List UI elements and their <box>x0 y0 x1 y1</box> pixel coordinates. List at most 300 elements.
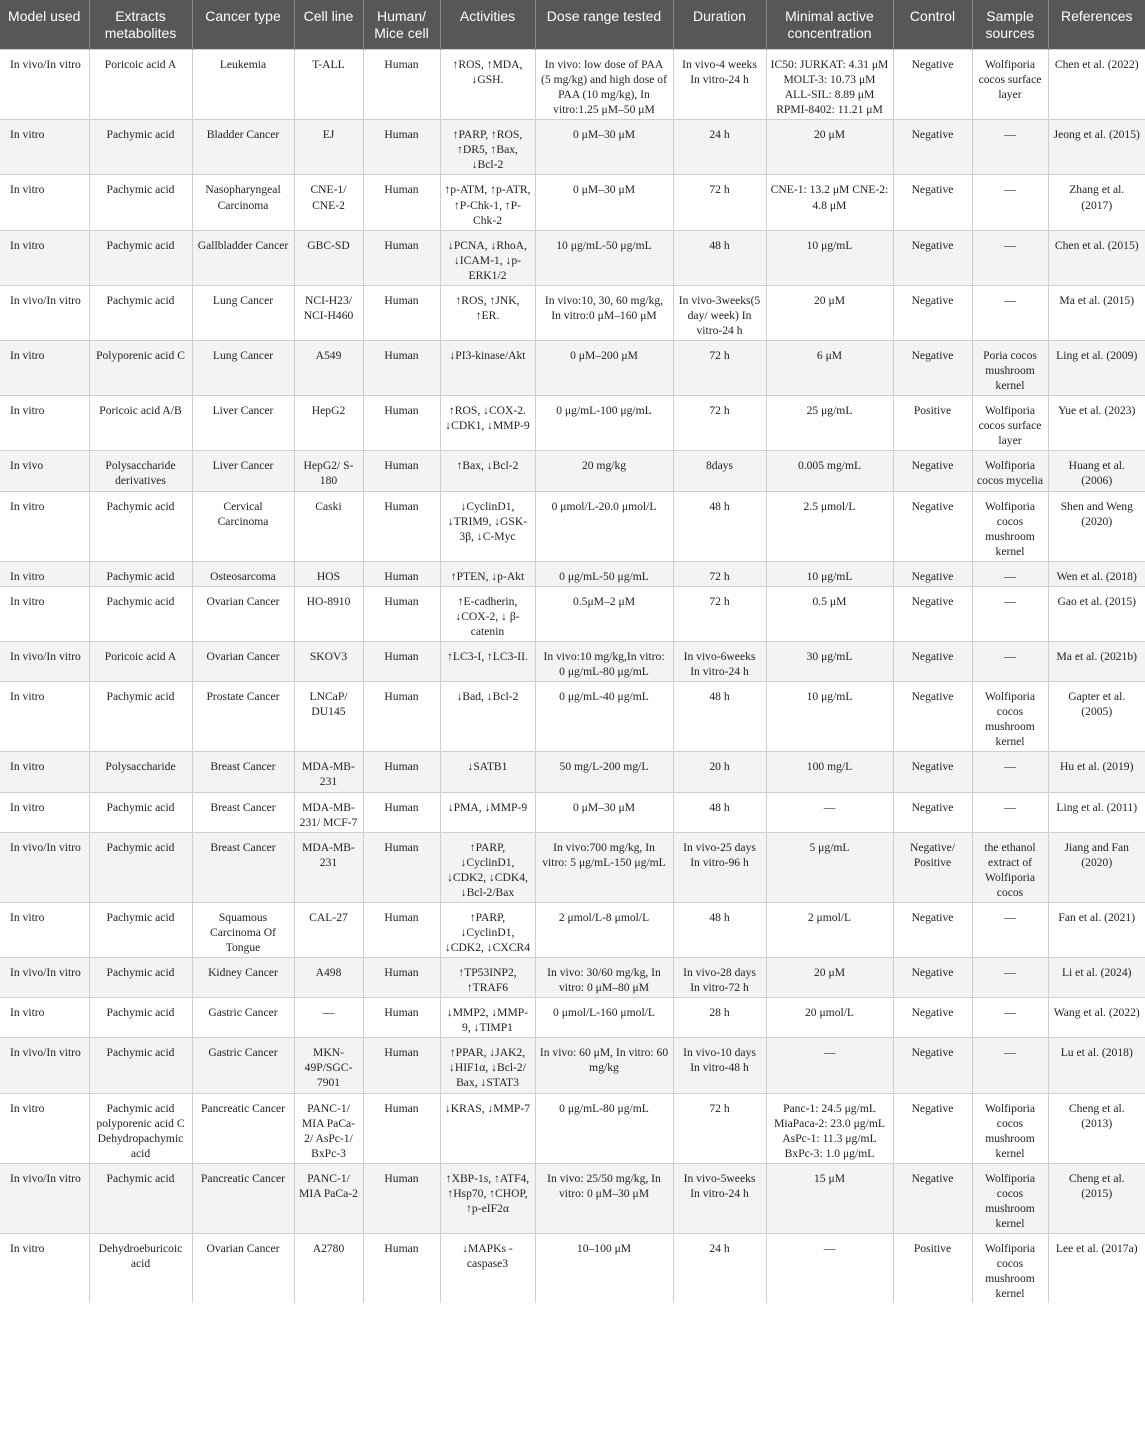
cell-species: Human <box>363 561 440 586</box>
cell-control: Negative <box>893 341 972 396</box>
table-row <box>0 792 1145 832</box>
cell-cancer-type: Breast Cancer <box>192 792 294 832</box>
cell-sample-source: Wolfiporia cocos mycelia <box>972 451 1048 491</box>
cell-cancer-type: Breast Cancer <box>192 752 294 792</box>
cell-control: Negative <box>893 285 972 340</box>
table-row <box>0 682 1145 752</box>
cell-model: In vitro <box>0 1093 89 1163</box>
cell-sample-source: — <box>972 1038 1048 1093</box>
cell-extract: Pachymic acid <box>89 561 192 586</box>
cell-extract: Pachymic acid <box>89 1038 192 1093</box>
cell-duration: In vivo-28 days In vitro-72 h <box>673 958 766 998</box>
cell-cell-line: Caski <box>294 491 363 561</box>
header-references: References <box>1048 0 1145 50</box>
cell-minimal-concentration: 30 μg/mL <box>766 642 893 682</box>
cell-activities: ↑XBP-1s, ↑ATF4, ↑Hsp70, ↑CHOP, ↑p-eIF2α <box>440 1163 535 1233</box>
cell-cell-line: — <box>294 998 363 1038</box>
cell-dose: 10–100 μM <box>535 1234 673 1304</box>
table-header <box>0 0 1145 50</box>
cell-sample-source: — <box>972 642 1048 682</box>
cell-duration: 48 h <box>673 902 766 957</box>
table-row <box>0 902 1145 957</box>
cell-control: Negative <box>893 586 972 641</box>
cell-extract: Pachymic acid polyporenic acid C Dehydropachymic acid <box>89 1093 192 1163</box>
cell-minimal-concentration: CNE-1: 13.2 μM CNE-2: 4.8 μM <box>766 175 893 230</box>
cell-control: Negative <box>893 1093 972 1163</box>
header-extracts: Extracts metabolites <box>89 0 192 50</box>
cell-reference: Lu et al. (2018) <box>1048 1038 1145 1093</box>
cell-dose: 0 μg/mL-100 μg/mL <box>535 396 673 451</box>
cell-activities: ↑ROS, ↓COX-2. ↓CDK1, ↓MMP-9 <box>440 396 535 451</box>
cell-duration: 72 h <box>673 175 766 230</box>
cell-cell-line: CNE-1/ CNE-2 <box>294 175 363 230</box>
cell-activities: ↑Bax, ↓Bcl-2 <box>440 451 535 491</box>
cell-duration: 48 h <box>673 230 766 285</box>
table-row <box>0 642 1145 682</box>
cell-extract: Polysaccharide <box>89 752 192 792</box>
cell-dose: 0.5μM–2 μM <box>535 586 673 641</box>
cell-cell-line: A498 <box>294 958 363 998</box>
cell-dose: 20 mg/kg <box>535 451 673 491</box>
cell-sample-source: — <box>972 586 1048 641</box>
cell-dose: 0 μg/mL-50 μg/mL <box>535 561 673 586</box>
cell-species: Human <box>363 285 440 340</box>
cell-model: In vitro <box>0 998 89 1038</box>
cell-extract: Polyporenic acid C <box>89 341 192 396</box>
cell-cell-line: MDA-MB-231/ MCF-7 <box>294 792 363 832</box>
cell-extract: Pachymic acid <box>89 958 192 998</box>
cell-activities: ↓PI3-kinase/Akt <box>440 341 535 396</box>
cell-control: Negative <box>893 958 972 998</box>
cell-reference: Zhang et al. (2017) <box>1048 175 1145 230</box>
header-species: Human/ Mice cell <box>363 0 440 50</box>
cell-duration: 24 h <box>673 1234 766 1304</box>
cell-dose: 0 μmol/L-160 μmol/L <box>535 998 673 1038</box>
table-row <box>0 230 1145 285</box>
cell-species: Human <box>363 451 440 491</box>
cell-cancer-type: Cervical Carcinoma <box>192 491 294 561</box>
cell-dose: In vivo:10, 30, 60 mg/kg, In vitro:0 μM–160 μM <box>535 285 673 340</box>
cell-dose: 0 μM–30 μM <box>535 175 673 230</box>
cell-extract: Poricoic acid A <box>89 50 192 120</box>
cell-control: Negative <box>893 642 972 682</box>
cell-minimal-concentration: 20 μmol/L <box>766 998 893 1038</box>
cell-reference: Wen et al. (2018) <box>1048 561 1145 586</box>
cell-reference: Gao et al. (2015) <box>1048 586 1145 641</box>
cell-minimal-concentration: — <box>766 1038 893 1093</box>
cell-species: Human <box>363 998 440 1038</box>
cell-duration: 24 h <box>673 120 766 175</box>
table-row <box>0 1234 1145 1304</box>
cell-dose: 0 μM–30 μM <box>535 792 673 832</box>
header-duration: Duration <box>673 0 766 50</box>
cell-control: Negative <box>893 561 972 586</box>
cell-cell-line: PANC-1/ MIA PaCa-2 <box>294 1163 363 1233</box>
cell-control: Negative <box>893 752 972 792</box>
cell-activities: ↑TP53INP2, ↑TRAF6 <box>440 958 535 998</box>
cell-minimal-concentration: 20 μM <box>766 120 893 175</box>
cell-cancer-type: Kidney Cancer <box>192 958 294 998</box>
cell-reference: Shen and Weng (2020) <box>1048 491 1145 561</box>
cell-species: Human <box>363 832 440 902</box>
cell-duration: 72 h <box>673 341 766 396</box>
cell-sample-source: Poria cocos mushroom kernel <box>972 341 1048 396</box>
cell-control: Negative <box>893 902 972 957</box>
cell-duration: In vivo-3weeks(5 day/ week) In vitro-24 h <box>673 285 766 340</box>
cell-cancer-type: Leukemia <box>192 50 294 120</box>
cell-sample-source: Wolfiporia cocos mushroom kernel <box>972 682 1048 752</box>
cell-cancer-type: Prostate Cancer <box>192 682 294 752</box>
cell-model: In vivo/In vitro <box>0 50 89 120</box>
cell-model: In vivo/In vitro <box>0 958 89 998</box>
cell-dose: 0 μM–200 μM <box>535 341 673 396</box>
cell-reference: Ma et al. (2015) <box>1048 285 1145 340</box>
cell-reference: Fan et al. (2021) <box>1048 902 1145 957</box>
cell-dose: 50 mg/L-200 mg/L <box>535 752 673 792</box>
cell-sample-source: Wolfiporia cocos mushroom kernel <box>972 1093 1048 1163</box>
cell-reference: Hu et al. (2019) <box>1048 752 1145 792</box>
cell-model: In vitro <box>0 902 89 957</box>
cell-dose: 0 μg/mL-80 μg/mL <box>535 1093 673 1163</box>
cell-control: Negative <box>893 120 972 175</box>
cell-minimal-concentration: 5 μg/mL <box>766 832 893 902</box>
cell-minimal-concentration: IC50: JURKAT: 4.31 μM MOLT-3: 10.73 μM ALL-SIL: 8.89 μM RPMI-8402: 11.21 μM <box>766 50 893 120</box>
cell-extract: Pachymic acid <box>89 832 192 902</box>
header-cancer-type: Cancer type <box>192 0 294 50</box>
cell-cell-line: NCI-H23/ NCI-H460 <box>294 285 363 340</box>
cell-cell-line: HOS <box>294 561 363 586</box>
cell-duration: 48 h <box>673 792 766 832</box>
cell-reference: Jeong et al. (2015) <box>1048 120 1145 175</box>
cell-species: Human <box>363 1093 440 1163</box>
cell-duration: In vivo-5weeks In vitro-24 h <box>673 1163 766 1233</box>
cell-species: Human <box>363 230 440 285</box>
cell-duration: In vivo-25 days In vitro-96 h <box>673 832 766 902</box>
cell-reference: Cheng et al. (2015) <box>1048 1163 1145 1233</box>
cell-activities: ↓MAPKs - caspase3 <box>440 1234 535 1304</box>
cell-cell-line: PANC-1/ MIA PaCa-2/ AsPc-1/ BxPc-3 <box>294 1093 363 1163</box>
table-row <box>0 175 1145 230</box>
header-control: Control <box>893 0 972 50</box>
table-row <box>0 561 1145 586</box>
cell-species: Human <box>363 396 440 451</box>
cell-species: Human <box>363 120 440 175</box>
cell-sample-source: — <box>972 285 1048 340</box>
cell-reference: Huang et al. (2006) <box>1048 451 1145 491</box>
cell-cancer-type: Liver Cancer <box>192 451 294 491</box>
cell-extract: Pachymic acid <box>89 491 192 561</box>
cell-minimal-concentration: 10 μg/mL <box>766 682 893 752</box>
cell-duration: 48 h <box>673 491 766 561</box>
cell-activities: ↑ROS, ↑MDA, ↓GSH. <box>440 50 535 120</box>
cell-dose: In vivo:700 mg/kg, In vitro: 5 μg/mL-150 μg/mL <box>535 832 673 902</box>
cell-cancer-type: Lung Cancer <box>192 341 294 396</box>
cell-activities: ↓CyclinD1, ↓TRIM9, ↓GSK-3β, ↓C-Myc <box>440 491 535 561</box>
cell-species: Human <box>363 491 440 561</box>
cell-species: Human <box>363 1038 440 1093</box>
cell-cell-line: EJ <box>294 120 363 175</box>
cell-dose: 0 μmol/L-20.0 μmol/L <box>535 491 673 561</box>
cell-cancer-type: Ovarian Cancer <box>192 586 294 641</box>
cell-model: In vivo/In vitro <box>0 832 89 902</box>
cell-dose: 0 μM–30 μM <box>535 120 673 175</box>
cell-minimal-concentration: 0.005 mg/mL <box>766 451 893 491</box>
cell-cell-line: GBC-SD <box>294 230 363 285</box>
cell-extract: Pachymic acid <box>89 902 192 957</box>
cell-duration: 28 h <box>673 998 766 1038</box>
cell-model: In vivo/In vitro <box>0 1038 89 1093</box>
cell-cancer-type: Gastric Cancer <box>192 998 294 1038</box>
cell-cell-line: T-ALL <box>294 50 363 120</box>
table-row <box>0 451 1145 491</box>
cell-minimal-concentration: 25 μg/mL <box>766 396 893 451</box>
cell-dose: 0 μg/mL-40 μg/mL <box>535 682 673 752</box>
cell-sample-source: — <box>972 752 1048 792</box>
cell-reference: Jiang and Fan (2020) <box>1048 832 1145 902</box>
cell-model: In vitro <box>0 491 89 561</box>
cell-cancer-type: Pancreatic Cancer <box>192 1163 294 1233</box>
cell-species: Human <box>363 902 440 957</box>
cell-minimal-concentration: 6 μM <box>766 341 893 396</box>
table-row <box>0 1093 1145 1163</box>
cell-cancer-type: Gallbladder Cancer <box>192 230 294 285</box>
cell-model: In vitro <box>0 1234 89 1304</box>
cell-control: Negative <box>893 682 972 752</box>
table-row <box>0 958 1145 998</box>
cell-species: Human <box>363 1234 440 1304</box>
cell-sample-source: — <box>972 175 1048 230</box>
cell-model: In vitro <box>0 120 89 175</box>
table-row <box>0 1163 1145 1233</box>
cell-control: Negative <box>893 230 972 285</box>
cell-duration: In vivo-10 days In vitro-48 h <box>673 1038 766 1093</box>
cell-reference: Ling et al. (2009) <box>1048 341 1145 396</box>
cell-model: In vivo/In vitro <box>0 642 89 682</box>
cell-duration: 72 h <box>673 586 766 641</box>
cell-activities: ↓SATB1 <box>440 752 535 792</box>
cell-model: In vivo/In vitro <box>0 285 89 340</box>
cell-activities: ↑LC3-I, ↑LC3-II. <box>440 642 535 682</box>
cell-model: In vitro <box>0 752 89 792</box>
cell-activities: ↓PMA, ↓MMP-9 <box>440 792 535 832</box>
cell-activities: ↑PPAR, ↓JAK2, ↓HIF1α, ↓Bcl-2/ Bax, ↓STAT3 <box>440 1038 535 1093</box>
table-row <box>0 491 1145 561</box>
cell-extract: Pachymic acid <box>89 586 192 641</box>
cell-cancer-type: Pancreatic Cancer <box>192 1093 294 1163</box>
cell-sample-source: the ethanol extract of Wolfiporia cocos <box>972 832 1048 902</box>
cell-species: Human <box>363 341 440 396</box>
cell-control: Positive <box>893 396 972 451</box>
cell-duration: 72 h <box>673 1093 766 1163</box>
cell-model: In vitro <box>0 341 89 396</box>
cell-cancer-type: Lung Cancer <box>192 285 294 340</box>
cell-model: In vivo <box>0 451 89 491</box>
cell-species: Human <box>363 958 440 998</box>
cell-control: Negative <box>893 1163 972 1233</box>
cell-activities: ↓Bad, ↓Bcl-2 <box>440 682 535 752</box>
cell-duration: 72 h <box>673 396 766 451</box>
cell-cell-line: SKOV3 <box>294 642 363 682</box>
table-row <box>0 120 1145 175</box>
cell-extract: Poricoic acid A/B <box>89 396 192 451</box>
cell-minimal-concentration: 20 μM <box>766 285 893 340</box>
cell-cell-line: CAL-27 <box>294 902 363 957</box>
cell-model: In vitro <box>0 792 89 832</box>
cell-model: In vitro <box>0 682 89 752</box>
cell-duration: 48 h <box>673 682 766 752</box>
cell-activities: ↑PTEN, ↓p-Akt <box>440 561 535 586</box>
cell-cell-line: MKN-49P/SGC-7901 <box>294 1038 363 1093</box>
table-row <box>0 341 1145 396</box>
cell-sample-source: — <box>972 998 1048 1038</box>
cell-cancer-type: Nasopharyngeal Carcinoma <box>192 175 294 230</box>
table-row <box>0 285 1145 340</box>
cell-model: In vivo/In vitro <box>0 1163 89 1233</box>
cell-species: Human <box>363 682 440 752</box>
cell-sample-source: — <box>972 230 1048 285</box>
cell-sample-source: Wolfiporia cocos mushroom kernel <box>972 1234 1048 1304</box>
cell-minimal-concentration: 20 μM <box>766 958 893 998</box>
header-minimal-concentration: Minimal active concentration <box>766 0 893 50</box>
cell-species: Human <box>363 586 440 641</box>
cell-activities: ↑PARP, ↓CyclinD1, ↓CDK2, ↓CXCR4 <box>440 902 535 957</box>
cell-duration: 20 h <box>673 752 766 792</box>
cell-sample-source: — <box>972 958 1048 998</box>
cell-control: Negative <box>893 175 972 230</box>
cell-extract: Pachymic acid <box>89 792 192 832</box>
header-sample-sources: Sample sources <box>972 0 1048 50</box>
cell-extract: Pachymic acid <box>89 998 192 1038</box>
cell-extract: Pachymic acid <box>89 230 192 285</box>
cell-cancer-type: Breast Cancer <box>192 832 294 902</box>
cell-reference: Li et al. (2024) <box>1048 958 1145 998</box>
cell-sample-source: Wolfiporia cocos mushroom kernel <box>972 491 1048 561</box>
cell-reference: Ma et al. (2021b) <box>1048 642 1145 682</box>
cell-model: In vitro <box>0 175 89 230</box>
cell-sample-source: — <box>972 902 1048 957</box>
cell-cancer-type: Squamous Carcinoma Of Tongue <box>192 902 294 957</box>
cell-model: In vitro <box>0 561 89 586</box>
cell-control: Negative <box>893 491 972 561</box>
cell-control: Negative <box>893 998 972 1038</box>
cell-cell-line: A2780 <box>294 1234 363 1304</box>
cell-species: Human <box>363 50 440 120</box>
cell-cancer-type: Osteosarcoma <box>192 561 294 586</box>
cell-extract: Pachymic acid <box>89 682 192 752</box>
cell-cell-line: MDA-MB-231 <box>294 752 363 792</box>
cell-minimal-concentration: 100 mg/L <box>766 752 893 792</box>
cell-minimal-concentration: 10 μg/mL <box>766 561 893 586</box>
cell-cell-line: LNCaP/ DU145 <box>294 682 363 752</box>
header-dose: Dose range tested <box>535 0 673 50</box>
cell-cell-line: HepG2 <box>294 396 363 451</box>
table-row <box>0 396 1145 451</box>
cell-control: Negative <box>893 50 972 120</box>
cell-dose: 10 μg/mL-50 μg/mL <box>535 230 673 285</box>
cell-extract: Pachymic acid <box>89 1163 192 1233</box>
cell-control: Negative <box>893 792 972 832</box>
cell-extract: Pachymic acid <box>89 120 192 175</box>
cell-minimal-concentration: Panc-1: 24.5 μg/mL MiaPaca-2: 23.0 μg/mL AsPc-1: 11.3 μg/mL BxPc-3: 1.0 μg/mL <box>766 1093 893 1163</box>
cell-reference: Chen et al. (2022) <box>1048 50 1145 120</box>
cell-extract: Polysaccharide derivatives <box>89 451 192 491</box>
header-model: Model used <box>0 0 89 50</box>
cell-reference: Yue et al. (2023) <box>1048 396 1145 451</box>
cell-species: Human <box>363 752 440 792</box>
cell-reference: Chen et al. (2015) <box>1048 230 1145 285</box>
cell-sample-source: Wolfiporia cocos surface layer <box>972 396 1048 451</box>
cell-activities: ↑ROS, ↑JNK, ↑ER. <box>440 285 535 340</box>
cell-reference: Cheng et al. (2013) <box>1048 1093 1145 1163</box>
cell-minimal-concentration: — <box>766 792 893 832</box>
cell-cell-line: HepG2/ S-180 <box>294 451 363 491</box>
cell-minimal-concentration: 10 μg/mL <box>766 230 893 285</box>
header-activities: Activities <box>440 0 535 50</box>
cell-reference: Gapter et al. (2005) <box>1048 682 1145 752</box>
cell-activities: ↓PCNA, ↓RhoA, ↓ICAM-1, ↓p-ERK1/2 <box>440 230 535 285</box>
table-row <box>0 586 1145 641</box>
cell-dose: In vivo:10 mg/kg,In vitro: 0 μg/mL-80 μg/mL <box>535 642 673 682</box>
cell-cell-line: A549 <box>294 341 363 396</box>
cell-reference: Lee et al. (2017a) <box>1048 1234 1145 1304</box>
cell-cell-line: HO-8910 <box>294 586 363 641</box>
cell-dose: In vivo: low dose of PAA (5 mg/kg) and high dose of PAA (10 mg/kg), In vitro:1.25 μM–50 μM <box>535 50 673 120</box>
cell-cancer-type: Gastric Cancer <box>192 1038 294 1093</box>
table-row <box>0 50 1145 120</box>
header-row <box>0 0 1145 50</box>
cell-cancer-type: Ovarian Cancer <box>192 1234 294 1304</box>
cell-activities: ↑PARP, ↓CyclinD1, ↓CDK2, ↓CDK4, ↓Bcl-2/Bax <box>440 832 535 902</box>
cell-activities: ↓KRAS, ↓MMP-7 <box>440 1093 535 1163</box>
cell-sample-source: — <box>972 792 1048 832</box>
cell-minimal-concentration: 15 μM <box>766 1163 893 1233</box>
table-body <box>0 50 1145 1304</box>
cell-reference: Ling et al. (2011) <box>1048 792 1145 832</box>
cell-species: Human <box>363 175 440 230</box>
cell-cancer-type: Bladder Cancer <box>192 120 294 175</box>
cell-minimal-concentration: 2 μmol/L <box>766 902 893 957</box>
cell-control: Negative <box>893 1038 972 1093</box>
cell-extract: Pachymic acid <box>89 175 192 230</box>
cell-reference: Wang et al. (2022) <box>1048 998 1145 1038</box>
cell-dose: 2 μmol/L-8 μmol/L <box>535 902 673 957</box>
table-row <box>0 998 1145 1038</box>
header-cell-line: Cell line <box>294 0 363 50</box>
cell-dose: In vivo: 60 μM, In vitro: 60 mg/kg <box>535 1038 673 1093</box>
cell-minimal-concentration: 0.5 μM <box>766 586 893 641</box>
cell-duration: 72 h <box>673 561 766 586</box>
cell-model: In vitro <box>0 396 89 451</box>
cell-dose: In vivo: 25/50 mg/kg, In vitro: 0 μM–30 μM <box>535 1163 673 1233</box>
cell-species: Human <box>363 792 440 832</box>
table-row <box>0 752 1145 792</box>
cell-species: Human <box>363 1163 440 1233</box>
cell-extract: Dehydroeburicoic acid <box>89 1234 192 1304</box>
cell-dose: In vivo: 30/60 mg/kg, In vitro: 0 μM–80 μM <box>535 958 673 998</box>
table-row <box>0 832 1145 902</box>
cell-control: Positive <box>893 1234 972 1304</box>
cell-minimal-concentration: 2.5 μmol/L <box>766 491 893 561</box>
cell-sample-source: — <box>972 561 1048 586</box>
cell-activities: ↓MMP2, ↓MMP-9, ↓TIMP1 <box>440 998 535 1038</box>
cell-model: In vitro <box>0 230 89 285</box>
cell-duration: 8days <box>673 451 766 491</box>
cell-extract: Pachymic acid <box>89 285 192 340</box>
cell-sample-source: Wolfiporia cocos surface layer <box>972 50 1048 120</box>
cell-cancer-type: Ovarian Cancer <box>192 642 294 682</box>
table-row <box>0 1038 1145 1093</box>
cell-minimal-concentration: — <box>766 1234 893 1304</box>
